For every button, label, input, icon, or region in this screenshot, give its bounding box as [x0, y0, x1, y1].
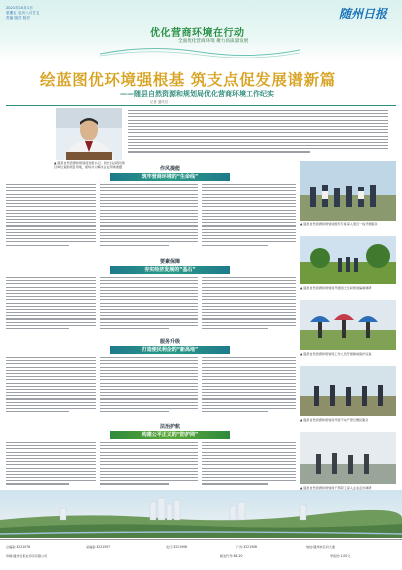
section-3-col-2 — [100, 357, 198, 417]
issue-date: 2021年10月1日 — [6, 6, 33, 10]
caption-right-5: ▲ 随县自然资源和规划局干部职工深入企业走访调研 — [300, 486, 372, 490]
section-1-title: 筑牢营商环境的“生命线” — [110, 173, 230, 181]
footer-item: 总编室:3221076 — [6, 545, 31, 549]
caption-right-2: ▲ 随县自然资源和规划局开展国土空间规划编制调研 — [300, 286, 372, 290]
footer-item: 印刷:随州日报社印务有限公司 — [6, 554, 48, 558]
photo-group-meeting — [300, 161, 396, 221]
section-3-col-3 — [202, 357, 296, 417]
banner-sub: 全面优化营商环境 聚力高质量发展 — [178, 39, 249, 44]
banner-kicker: 优化营商环境在行动 — [150, 28, 245, 39]
section-4-title: 构建公平正义的“防护网” — [110, 431, 230, 439]
footer-item: 采编室:3221597 — [86, 545, 111, 549]
footer-item: 地址:随州市沿河大道 — [306, 545, 335, 549]
city-panorama-image — [0, 490, 402, 538]
section-3-kicker: 服务升级 — [159, 339, 180, 345]
footer-item: 邮发代号:38-20 — [220, 554, 243, 558]
main-headline: 绘蓝图优环境强根基 筑支点促发展谱新篇 — [40, 71, 336, 89]
banner-wave-decoration — [100, 44, 300, 58]
photo-umbrellas — [300, 300, 396, 350]
photo-field-image — [300, 236, 396, 284]
section-2-col-2 — [100, 277, 198, 333]
section-4-col-1 — [6, 442, 96, 488]
section-1-kicker: 作风提能 — [159, 166, 180, 172]
caption-right-1: ▲ 随县自然资源和规划局组织专班深入项目一线开展服务 — [300, 222, 378, 226]
section-4-kicker: 法治护航 — [159, 424, 180, 430]
photo-enterprise-visit — [300, 432, 396, 484]
photo-umbrellas-image — [300, 300, 396, 350]
city-panorama — [0, 490, 402, 538]
issue-editors: 责编 版式 校对 — [6, 16, 30, 20]
newspaper-logo: 随州日报 — [339, 7, 388, 21]
caption-right-4: ▲ 随县自然资源和规划局开展不动产登记便民服务 — [300, 418, 369, 422]
photo-site-visit — [300, 366, 396, 416]
photo-site-visit-image — [300, 366, 396, 416]
section-2-kicker: 要素保障 — [159, 259, 180, 265]
portrait-photo — [56, 108, 122, 160]
issue-lunar: 星期五 农历八月廿五 — [6, 11, 40, 15]
section-1-col-1 — [6, 184, 96, 254]
page-footer — [0, 539, 402, 570]
top-banner — [0, 0, 402, 62]
section-3-title: 打造便民利企的“新高地” — [110, 346, 230, 354]
byline: 记者 通讯员 — [150, 100, 169, 104]
photo-field — [300, 236, 396, 284]
section-4-col-3 — [202, 442, 296, 488]
photo-group-image — [300, 161, 396, 221]
section-2-title: 夯实经济发展的“基石” — [110, 266, 230, 274]
section-2-col-3 — [202, 277, 296, 333]
section-1-col-2 — [100, 184, 198, 254]
divider — [6, 105, 396, 106]
sub-headline: ——随县自然资源和规划局优化营商环境工作纪实 — [120, 90, 274, 98]
footer-item: 广告:3221908 — [236, 545, 258, 549]
intro-text — [128, 110, 388, 160]
section-1-col-3 — [202, 184, 296, 254]
section-2-col-1 — [6, 277, 96, 333]
portrait-caption: ▲ 随县自然资源和规划局党组书记、局长(右)陪同项目单位查勘项目用地，现场办公解决企业用地难题 — [54, 161, 125, 170]
footer-item: 零售价:1.00元 — [330, 554, 351, 558]
section-4-col-2 — [100, 442, 198, 488]
section-3-col-1 — [6, 357, 96, 417]
photo-enterprise-image — [300, 432, 396, 484]
footer-item: 发行:3221906 — [166, 545, 188, 549]
caption-right-3: ▲ 随县自然资源和规划局工作人员开展耕地保护巡查 — [300, 352, 372, 356]
portrait-image — [56, 108, 122, 160]
